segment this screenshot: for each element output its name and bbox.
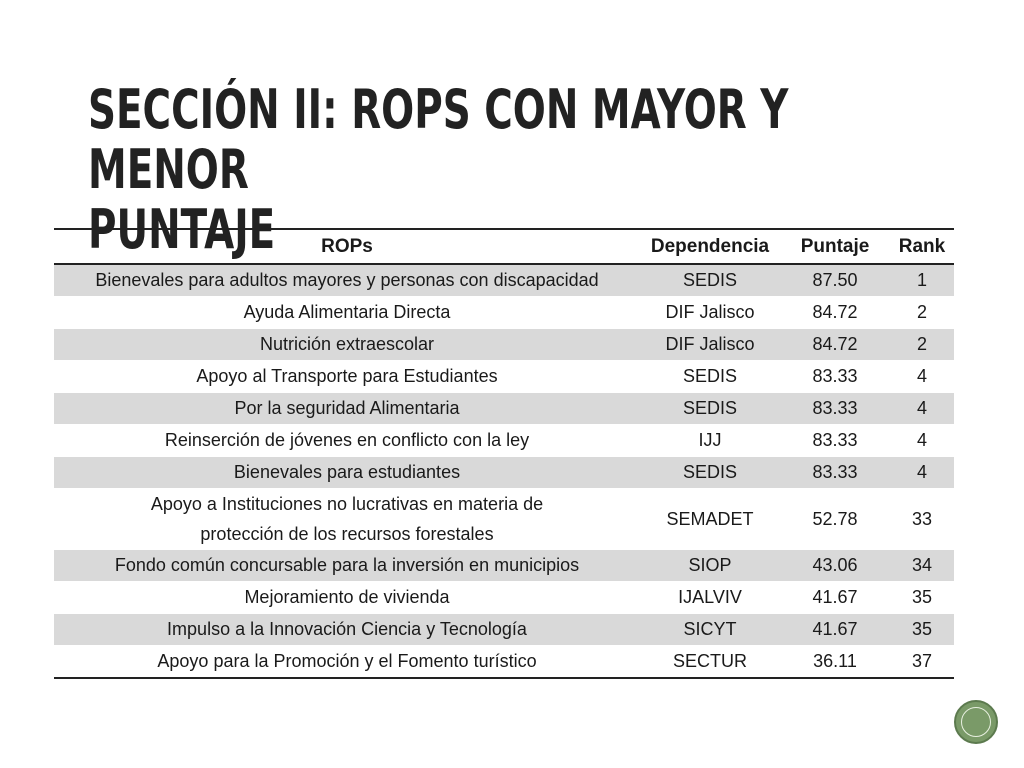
rops-table (54, 228, 954, 679)
puntaje: 83.33 (780, 361, 890, 393)
header-dependencia: Dependencia (640, 229, 780, 264)
table-row (54, 457, 954, 489)
rop-name: Bienevales para estudiantes (54, 457, 640, 489)
puntaje: 84.72 (780, 297, 890, 329)
rop-name: Apoyo al Transporte para Estudiantes (54, 361, 640, 393)
rank: 35 (890, 614, 954, 646)
circle-nav-icon[interactable] (954, 700, 998, 744)
table-row (54, 264, 954, 297)
rank: 4 (890, 393, 954, 425)
table-row (54, 489, 954, 550)
puntaje: 84.72 (780, 329, 890, 361)
slide-title-line-2: PUNTAJE (88, 198, 276, 261)
dependencia: SEDIS (640, 361, 780, 393)
puntaje: 83.33 (780, 457, 890, 489)
dependencia: SICYT (640, 614, 780, 646)
table-header-row (54, 229, 954, 264)
rop-name: Nutrición extraescolar (54, 329, 640, 361)
dependencia: DIF Jalisco (640, 329, 780, 361)
header-rank: Rank (890, 229, 954, 264)
rop-name: Fondo común concursable para la inversión en municipios (54, 550, 640, 582)
header-rops: ROPs (54, 229, 640, 264)
table-row (54, 393, 954, 425)
puntaje: 52.78 (780, 489, 890, 550)
dependencia: SECTUR (640, 646, 780, 679)
table-row (54, 361, 954, 393)
rank: 35 (890, 582, 954, 614)
rank: 4 (890, 425, 954, 457)
rop-name: Apoyo para la Promoción y el Fomento turístico (54, 646, 640, 679)
table-row (54, 425, 954, 457)
rank: 34 (890, 550, 954, 582)
header-puntaje: Puntaje (780, 229, 890, 264)
dependencia: SIOP (640, 550, 780, 582)
dependencia: SEMADET (640, 489, 780, 550)
table-row (54, 329, 954, 361)
dependencia: DIF Jalisco (640, 297, 780, 329)
rank: 37 (890, 646, 954, 679)
rop-name: Apoyo a Instituciones no lucrativas en materia de protección de los recursos forestales (54, 489, 640, 550)
table-row (54, 582, 954, 614)
dependencia: SEDIS (640, 264, 780, 297)
puntaje: 83.33 (780, 393, 890, 425)
puntaje: 36.11 (780, 646, 890, 679)
puntaje: 87.50 (780, 264, 890, 297)
rank: 1 (890, 264, 954, 297)
rank: 33 (890, 489, 954, 550)
rop-name: Ayuda Alimentaria Directa (54, 297, 640, 329)
slide-title-line-1: SECCIÓN II: ROPS CON MAYOR Y MENOR (88, 78, 789, 201)
rop-name: Bienevales para adultos mayores y personas con discapacidad (54, 264, 640, 297)
rank: 2 (890, 329, 954, 361)
rank: 4 (890, 457, 954, 489)
puntaje: 41.67 (780, 614, 890, 646)
puntaje: 83.33 (780, 425, 890, 457)
dependencia: SEDIS (640, 393, 780, 425)
table-row (54, 646, 954, 679)
rop-name: Impulso a la Innovación Ciencia y Tecnología (54, 614, 640, 646)
puntaje: 41.67 (780, 582, 890, 614)
dependencia: IJJ (640, 425, 780, 457)
dependencia: SEDIS (640, 457, 780, 489)
rop-name: Por la seguridad Alimentaria (54, 393, 640, 425)
rank: 2 (890, 297, 954, 329)
rank: 4 (890, 361, 954, 393)
puntaje: 43.06 (780, 550, 890, 582)
rop-name: Mejoramiento de vivienda (54, 582, 640, 614)
table-row (54, 614, 954, 646)
rop-name: Reinserción de jóvenes en conflicto con la ley (54, 425, 640, 457)
dependencia: IJALVIV (640, 582, 780, 614)
table-row (54, 297, 954, 329)
table-row (54, 550, 954, 582)
